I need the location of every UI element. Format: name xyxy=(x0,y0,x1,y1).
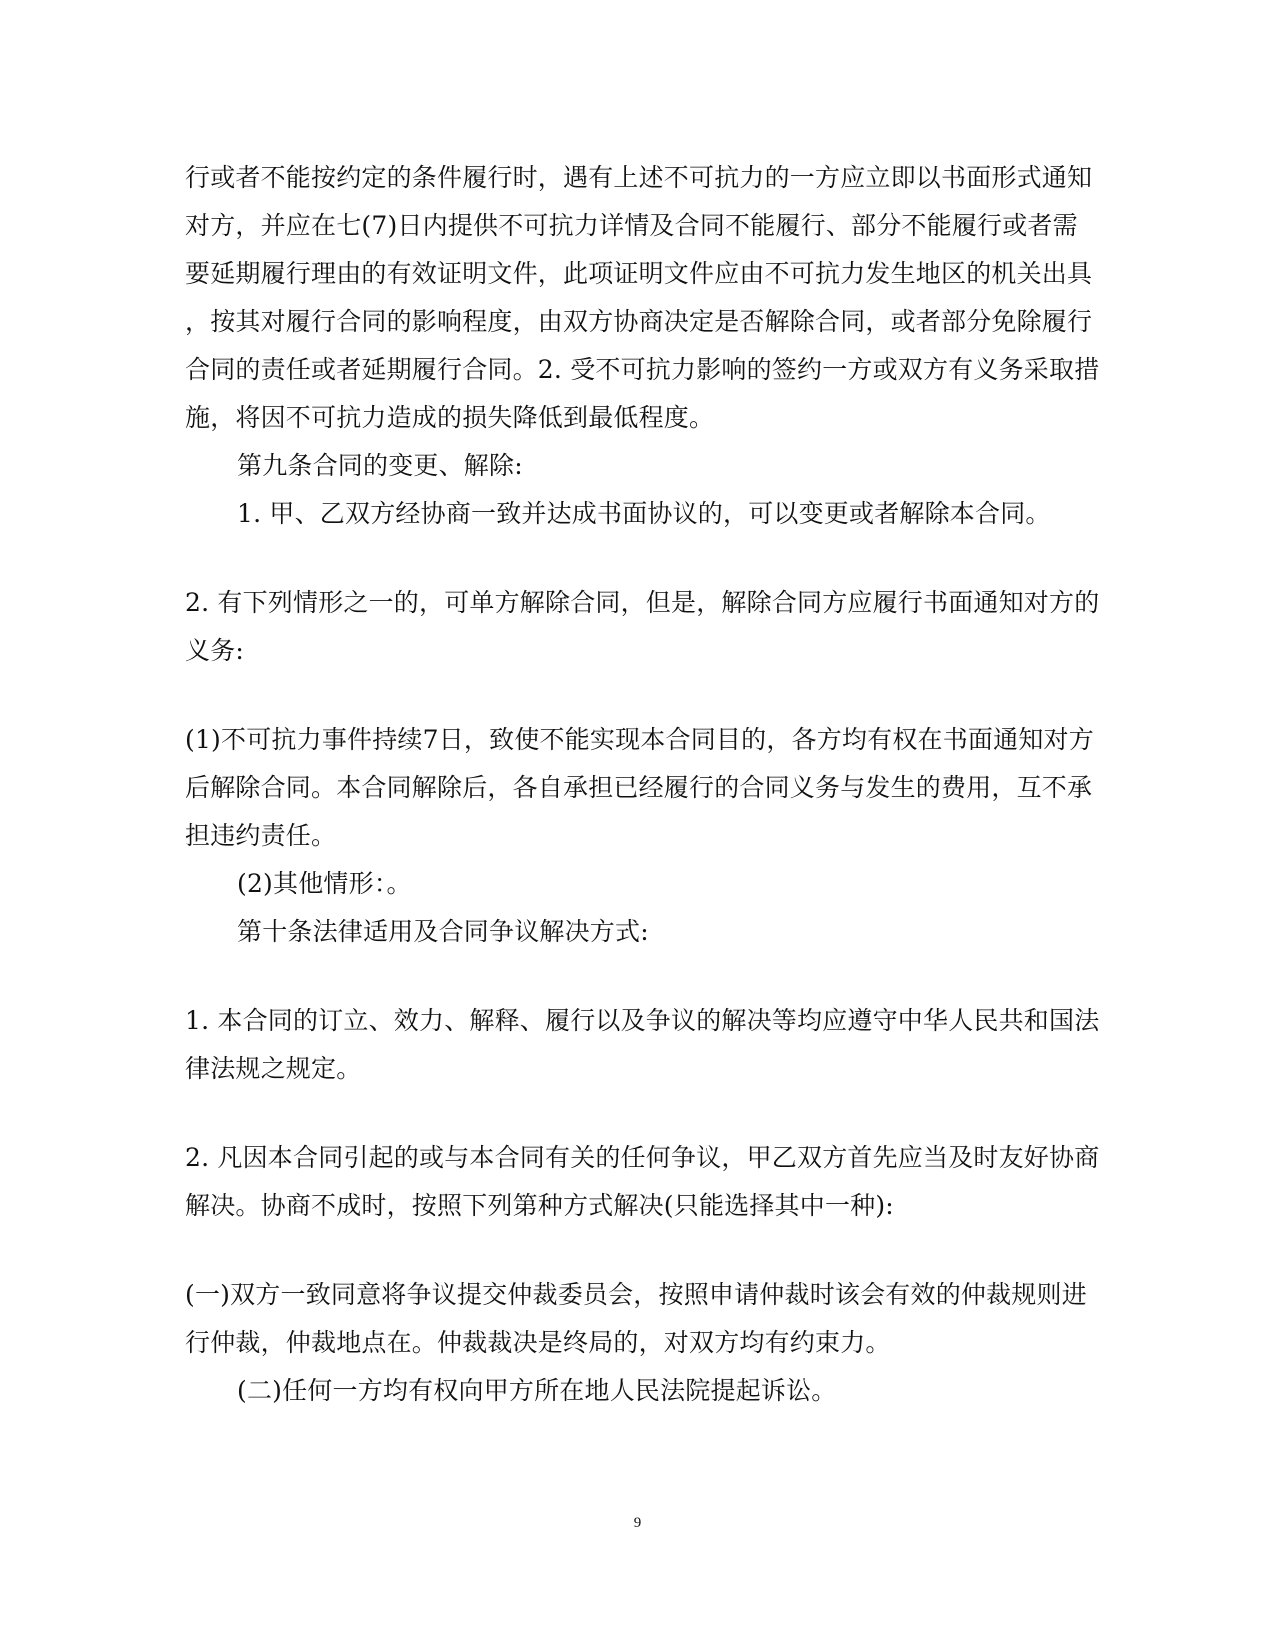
text-line: (2)其他情形：。 xyxy=(237,869,412,898)
text-line: 后解除合同。本合同解除后，各自承担已经履行的合同义务与发生的费用，互不承 xyxy=(185,773,1093,802)
text-line: 担违约责任。 xyxy=(185,821,337,850)
page-number: 9 xyxy=(633,1515,642,1531)
text-line: 行仲裁，仲裁地点在。仲裁裁决是终局的，对双方均有约束力。 xyxy=(185,1328,891,1357)
text-line: (1)不可抗力事件持续7日，致使不能实现本合同目的，各方均有权在书面通知对方 xyxy=(185,725,1094,754)
text-line: 解决。协商不成时，按照下列第种方式解决(只能选择其中一种): xyxy=(185,1191,894,1220)
text-line: (二)任何一方均有权向甲方所在地人民法院提起诉讼。 xyxy=(237,1376,837,1405)
text-line: 合同的责任或者延期履行合同。2. 受不可抗力影响的签约一方或双方有义务采取措 xyxy=(185,355,1100,384)
section-heading: 第九条合同的变更、解除: xyxy=(237,451,523,480)
text-line: 要延期履行理由的有效证明文件，此项证明文件应由不可抗力发生地区的机关出具 xyxy=(185,259,1093,288)
text-line: 1. 本合同的订立、效力、解释、履行以及争议的解决等均应遵守中华人民共和国法 xyxy=(185,1006,1100,1035)
text-line: 律法规之规定。 xyxy=(185,1054,362,1083)
section-heading: 第十条法律适用及合同争议解决方式: xyxy=(237,917,649,946)
text-line: (一)双方一致同意将争议提交仲裁委员会，按照申请仲裁时该会有效的仲裁规则进 xyxy=(185,1280,1087,1309)
text-line: 2. 有下列情形之一的，可单方解除合同，但是，解除合同方应履行书面通知对方的 xyxy=(185,588,1100,617)
text-line: 行或者不能按约定的条件履行时，遇有上述不可抗力的一方应立即以书面形式通知 xyxy=(185,163,1093,192)
text-line: 1. 甲、乙双方经协商一致并达成书面协议的，可以变更或者解除本合同。 xyxy=(237,499,1051,528)
text-line: 义务: xyxy=(185,636,245,665)
text-line: 2. 凡因本合同引起的或与本合同有关的任何争议，甲乙双方首先应当及时友好协商 xyxy=(185,1143,1100,1172)
text-line: ，按其对履行合同的影响程度，由双方协商决定是否解除合同，或者部分免除履行 xyxy=(185,307,1093,336)
text-line: 施，将因不可抗力造成的损失降低到最低程度。 xyxy=(185,403,715,432)
text-line: 对方，并应在七(7)日内提供不可抗力详情及合同不能履行、部分不能履行或者需 xyxy=(185,211,1078,240)
